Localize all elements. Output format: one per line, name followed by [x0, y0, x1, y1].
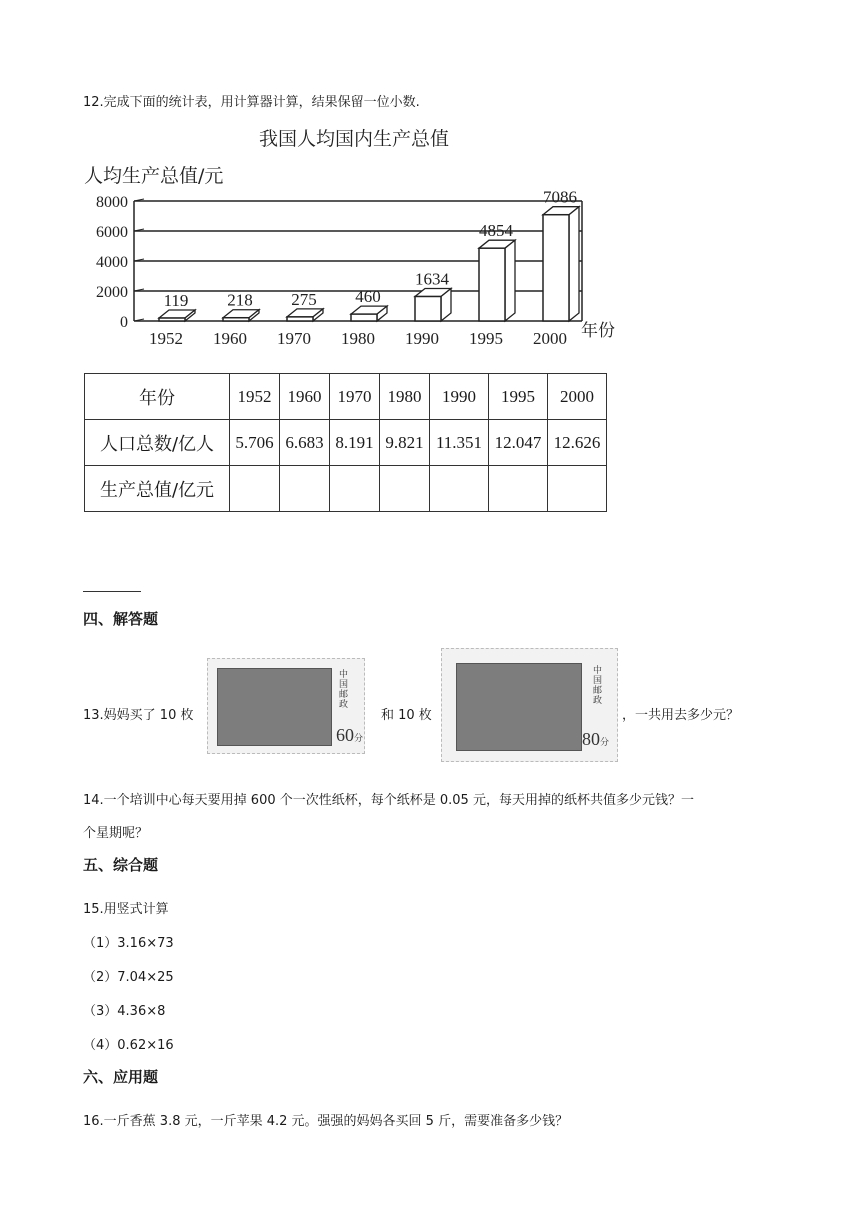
divider: [83, 591, 141, 592]
bar: [287, 317, 313, 321]
x-tick-label: 2000: [533, 329, 567, 348]
stamp-value: [582, 729, 609, 750]
bar-value-label: 7086: [543, 187, 577, 207]
x-tick-label: 1980: [341, 329, 375, 348]
bar: [159, 318, 185, 321]
y-tick-label: 0: [120, 314, 128, 331]
stamp-value-unit: 分: [600, 737, 610, 747]
x-tick-label: 1952: [149, 329, 183, 348]
gdp-cell[interactable]: [430, 466, 489, 512]
table-row-years: [85, 374, 607, 420]
question-13-part1: 13.妈妈买了 10 枚: [83, 708, 194, 723]
population-cell: 9.821: [380, 420, 430, 466]
chart-title: 我国人均国内生产总值: [258, 128, 450, 150]
gdp-cell[interactable]: [489, 466, 548, 512]
population-cell: 11.351: [430, 420, 489, 466]
question-13-part2: 和 10 枚: [381, 708, 432, 723]
bar-value-label: 4854: [479, 221, 513, 241]
bar: [479, 248, 505, 321]
gdp-cell[interactable]: [380, 466, 430, 512]
bar-side: [569, 207, 579, 321]
question-15-item: （1）3.16×73: [83, 936, 174, 951]
bar: [351, 314, 377, 321]
question-14-line2: 个星期呢？: [83, 826, 149, 841]
bar-side: [505, 240, 515, 321]
statistics-table: [84, 373, 607, 512]
x-axis-label: 年份: [581, 321, 615, 341]
stamp-picture: [217, 668, 332, 746]
bar-value-label: 460: [355, 287, 381, 307]
bar: [223, 318, 249, 321]
gdp-cell[interactable]: [230, 466, 280, 512]
stamp-image-60: [207, 658, 365, 754]
population-cell: 6.683: [280, 420, 330, 466]
question-12: 12.完成下面的统计表，用计算器计算，结果保留一位小数.: [83, 95, 420, 110]
stamp-value: [336, 725, 363, 746]
y-axis-label: 人均生产总值/元: [84, 165, 224, 187]
row-header-gdp: 生产总值/亿元: [85, 466, 230, 512]
population-cell: 8.191: [330, 420, 380, 466]
x-tick-label: 1990: [405, 329, 439, 348]
stamp-country: 中国邮政: [591, 665, 601, 705]
stamp-picture: [456, 663, 582, 751]
question-13-part3: ，一共用去多少元？: [622, 708, 740, 723]
x-tick-label: 1970: [277, 329, 311, 348]
question-15-item: （4）0.62×16: [83, 1038, 174, 1053]
year-cell: 1995: [489, 374, 548, 420]
bar: [543, 215, 569, 321]
question-15-title: 15.用竖式计算: [83, 902, 169, 917]
gdp-cell[interactable]: [330, 466, 380, 512]
x-tick-label: 1995: [469, 329, 503, 348]
stamp-image-80: [441, 648, 618, 762]
bar-value-label: 275: [291, 289, 317, 309]
population-cell: 12.047: [489, 420, 548, 466]
population-cell: 12.626: [548, 420, 607, 466]
table-row-gdp: [85, 466, 607, 512]
question-15-item: （2）7.04×25: [83, 970, 174, 985]
bar-value-label: 218: [227, 290, 253, 310]
question-14-line1: 14.一个培训中心每天要用掉 600 个一次性纸杯，每个纸杯是 0.05 元，每天用掉的纸杯共值多少元钱？一: [83, 793, 694, 808]
year-cell: 1952: [230, 374, 280, 420]
stamp-value-number: 60: [336, 725, 354, 745]
bar-value-label: 119: [163, 291, 189, 310]
y-tick-label: 4000: [96, 254, 128, 271]
table-row-population: [85, 420, 607, 466]
gdp-cell[interactable]: [280, 466, 330, 512]
year-cell: 1980: [380, 374, 430, 420]
section-heading-4: 四、解答题: [83, 610, 159, 628]
section-heading-6: 六、应用题: [83, 1068, 159, 1086]
stamp-value-unit: 分: [354, 733, 364, 743]
year-cell: 1960: [280, 374, 330, 420]
stamp-country: 中国邮政: [337, 669, 347, 709]
y-tick-label: 6000: [96, 224, 128, 241]
year-cell: 1970: [330, 374, 380, 420]
year-cell: 2000: [548, 374, 607, 420]
question-16: 16.一斤香蕉 3.8 元，一斤苹果 4.2 元。强强的妈妈各买回 5 斤，需要准备多少钱？: [83, 1114, 569, 1129]
bar-value-label: 1634: [415, 269, 449, 289]
section-heading-5: 五、综合题: [83, 856, 159, 874]
bar: [415, 296, 441, 321]
question-15-item: （3）4.36×8: [83, 1004, 166, 1019]
gdp-cell[interactable]: [548, 466, 607, 512]
y-tick-label: 8000: [96, 194, 128, 211]
year-cell: 1990: [430, 374, 489, 420]
bar-chart: [84, 118, 644, 358]
x-tick-label: 1960: [213, 329, 247, 348]
population-cell: 5.706: [230, 420, 280, 466]
y-tick-label: 2000: [96, 284, 128, 301]
row-header-population: 人口总数/亿人: [85, 420, 230, 466]
stamp-value-number: 80: [582, 729, 600, 749]
row-header-year: 年份: [85, 374, 230, 420]
